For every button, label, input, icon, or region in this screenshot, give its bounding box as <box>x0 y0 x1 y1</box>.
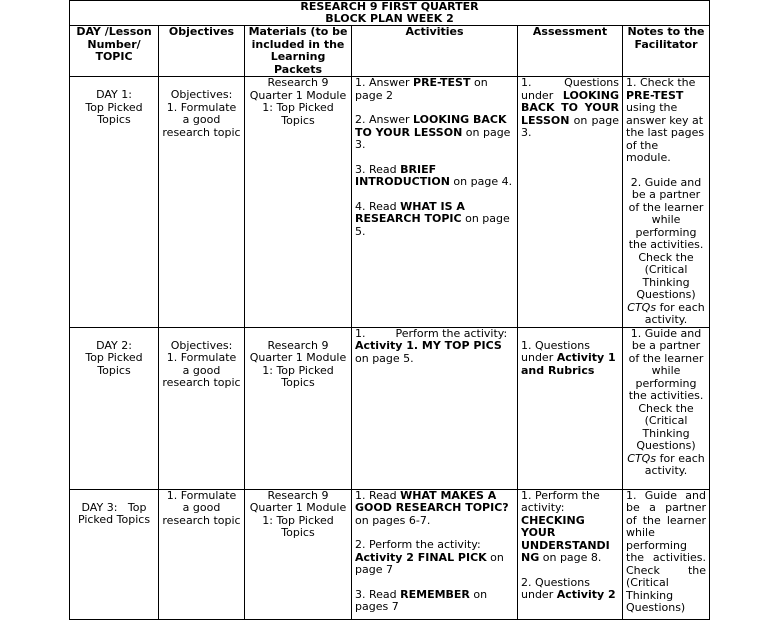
header-objectives: Objectives <box>159 26 245 77</box>
materials-cell <box>245 327 352 489</box>
materials-text: Research 9 Quarter 1 Module 1: Top Picked Topics <box>249 338 347 389</box>
header-row <box>70 26 710 77</box>
note-item: 1. Check the PRE-TEST using the answer key at the last pages of the module. <box>626 76 705 164</box>
activity-item: 4. Read WHAT IS A RESEARCH TOPIC on page 5. <box>355 199 510 238</box>
note-item: 1. Guide and be a partner of the learner while performing the activities. Check the (Critical Thinking Questions) <box>626 488 707 614</box>
day-topic-line: Topics <box>97 363 131 377</box>
activity-item: 3. Read REMEMBER on pages 7 <box>355 587 488 613</box>
assessment-item: 1. Questions under Activity 1 and Rubrics <box>521 338 616 377</box>
day-label: DAY 3: Top <box>81 500 147 514</box>
activity-item: 1. Answer PRE-TEST on page 2 <box>355 76 488 102</box>
materials-text: Research 9 Quarter 1 Module 1: Top Picked Topics <box>249 488 347 539</box>
activities-cell <box>352 489 518 619</box>
activity-item: 3. Read BRIEF INTRODUCTION on page 4. <box>355 162 513 188</box>
objectives-text: 1. Formulate a good research topic <box>162 351 241 389</box>
activity-item: 1. Read WHAT MAKES A GOOD RESEARCH TOPIC? on pages 6-7. <box>355 488 509 527</box>
notes-cell <box>623 489 710 619</box>
day-topic-line: Top Picked <box>85 100 143 114</box>
objectives-label: Objectives: <box>170 338 233 352</box>
objectives-cell <box>159 327 245 489</box>
day-cell <box>70 77 159 328</box>
activity-item: 1. Perform the activity: Activity 1. MY TOP PICS on page 5. <box>355 326 508 365</box>
assessment-cell <box>518 489 623 619</box>
day-topic-line: Top Picked <box>85 351 143 364</box>
header-assessment: Assessment <box>518 26 623 77</box>
activity-item: 2. Answer LOOKING BACK TO YOUR LESSON on page 3. <box>355 113 511 151</box>
objectives-text: 1. Formulate a good research topic <box>162 488 241 527</box>
header-activities: Activities <box>352 26 518 77</box>
materials-cell <box>245 77 352 328</box>
assessment-cell <box>518 77 623 328</box>
activities-cell <box>352 77 518 328</box>
objectives-cell <box>159 77 245 328</box>
header-notes: Notes to the Facilitator <box>623 26 710 77</box>
day-topic-line: Topics <box>97 113 131 126</box>
note-item: 2. Guide and be a partner of the learner while performing the activities. Check the (Critical Thinking Questions) CTQs for each activity. <box>627 175 705 326</box>
day-topic-line: Picked Topics <box>77 513 151 526</box>
materials-cell <box>245 489 352 619</box>
table-row-day-2 <box>70 327 710 489</box>
title-line-2: BLOCK PLAN WEEK 2 <box>325 12 454 25</box>
document-title <box>70 1 710 26</box>
day-label: DAY 1: <box>96 88 132 101</box>
assessment-cell <box>518 327 623 489</box>
assessment-item: 1. Perform the activity: CHECKING YOUR UNDERSTANDI NG on page 8. <box>521 488 610 564</box>
activity-item: 2. Perform the activity: Activity 2 FINAL PICK on page 7 <box>355 538 504 576</box>
objectives-cell <box>159 489 245 619</box>
objectives-label: Objectives: <box>170 88 233 101</box>
day-cell <box>70 489 159 619</box>
day-cell <box>70 327 159 489</box>
note-item: 1. Guide and be a partner of the learner while performing the activities. Check the (Critical Thinking Questions) CTQs for each activity. <box>627 326 705 477</box>
table-row-day-1 <box>70 77 710 328</box>
block-plan-table <box>69 0 710 620</box>
objectives-text: 1. Formulate a good research topic <box>162 100 241 139</box>
assessment-item: 1. Questions under LOOKING BACK TO YOUR LESSON on page 3. <box>521 76 619 139</box>
materials-text: Research 9 Quarter 1 Module 1: Top Picked Topics <box>249 76 347 127</box>
title-row <box>70 1 710 26</box>
table-row-day-3 <box>70 489 710 619</box>
header-day: DAY /Lesson Number/ TOPIC <box>70 26 159 77</box>
day-label: DAY 2: <box>96 338 132 352</box>
header-materials: Materials (to be included in the Learning Packets <box>245 26 352 77</box>
assessment-item: 2. Questions under Activity 2 <box>521 575 616 601</box>
notes-cell <box>623 327 710 489</box>
activities-cell <box>352 327 518 489</box>
title-line-1: RESEARCH 9 FIRST QUARTER <box>300 0 479 13</box>
notes-cell <box>623 77 710 328</box>
